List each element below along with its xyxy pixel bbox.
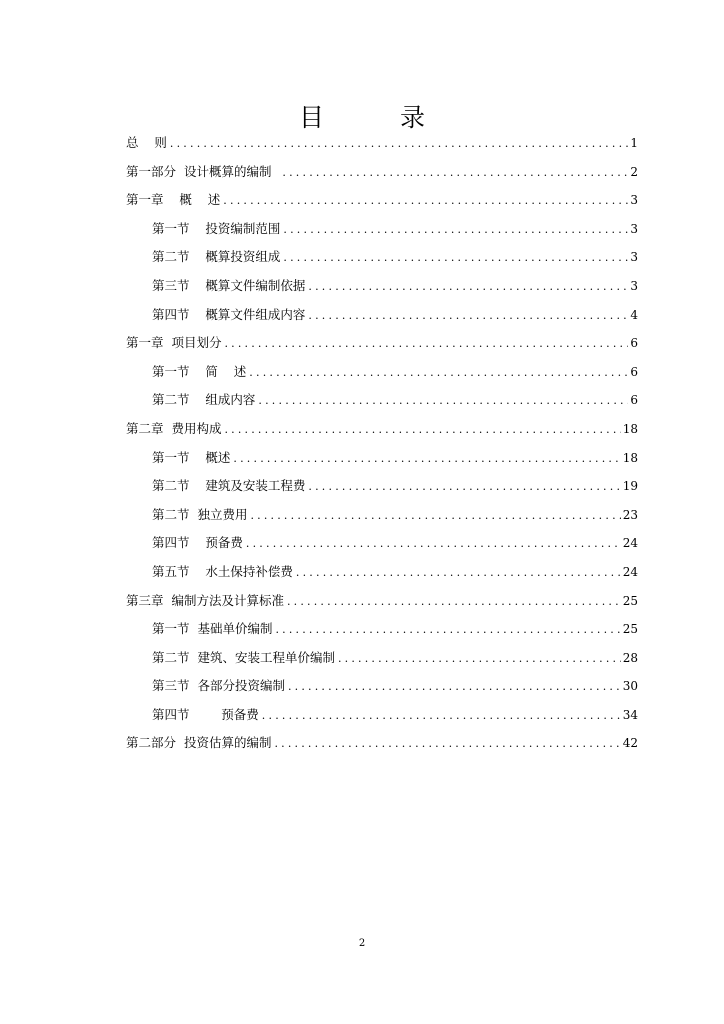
toc-entry-label: 第二章 费用构成 xyxy=(126,420,222,436)
table-of-contents xyxy=(126,129,638,758)
toc-entry[interactable] xyxy=(126,415,638,444)
toc-entry-label: 第二部分 投资估算的编制 xyxy=(126,735,272,751)
toc-entry[interactable] xyxy=(126,215,638,244)
page-number: 2 xyxy=(358,938,366,949)
toc-entry-label: 第二节 组成内容 xyxy=(152,392,256,408)
toc-entry[interactable] xyxy=(126,444,638,473)
toc-entry[interactable] xyxy=(126,329,638,358)
toc-entry[interactable] xyxy=(126,672,638,701)
toc-entry-label: 第三节 概算文件编制依据 xyxy=(152,277,306,293)
toc-entry-label: 第三章 编制方法及计算标准 xyxy=(126,592,284,608)
toc-entry-label: 总 则 xyxy=(126,135,167,150)
toc-dot-leader xyxy=(308,302,628,331)
toc-dot-leader xyxy=(288,673,621,702)
toc-entry-page: 4 xyxy=(630,307,638,322)
toc-dot-leader xyxy=(283,216,628,245)
toc-entry[interactable] xyxy=(126,529,638,558)
toc-entry-page: 18 xyxy=(622,450,638,465)
toc-entry-page: 34 xyxy=(622,707,638,722)
toc-entry-label: 第二节 概算投资组成 xyxy=(152,249,281,265)
toc-entry-page: 28 xyxy=(622,650,638,665)
toc-dot-leader xyxy=(308,273,628,302)
toc-dot-leader xyxy=(287,588,621,617)
toc-entry-page: 18 xyxy=(622,421,638,436)
toc-entry-label: 第一节 投资编制范围 xyxy=(152,220,281,236)
toc-entry-page: 24 xyxy=(622,536,638,551)
toc-entry-page: 24 xyxy=(622,564,638,579)
toc-dot-leader xyxy=(283,244,628,273)
toc-dot-leader xyxy=(308,473,620,502)
toc-entry-page: 6 xyxy=(630,364,638,379)
toc-dot-leader xyxy=(275,616,620,645)
toc-entry-page: 6 xyxy=(630,336,638,351)
toc-dot-leader xyxy=(233,445,620,474)
toc-entry[interactable] xyxy=(126,701,638,730)
toc-entry[interactable] xyxy=(126,644,638,673)
toc-entry-page: 3 xyxy=(630,193,638,208)
toc-entry[interactable] xyxy=(126,129,638,158)
toc-entry-label: 第四节 概算文件组成内容 xyxy=(152,306,306,322)
toc-dot-leader xyxy=(249,359,628,388)
toc-entry-page: 42 xyxy=(622,736,638,751)
toc-entry-page: 25 xyxy=(622,622,638,637)
toc-entry[interactable] xyxy=(126,472,638,501)
toc-entry-label: 第一章 项目划分 xyxy=(126,335,222,351)
toc-dot-leader xyxy=(262,702,621,731)
toc-entry-page: 30 xyxy=(622,679,638,694)
toc-entry-page: 3 xyxy=(630,221,638,236)
toc-entry[interactable] xyxy=(126,301,638,330)
toc-entry-label: 第一节 简 述 xyxy=(152,363,247,379)
toc-entry-label: 第一节 概述 xyxy=(152,449,231,465)
toc-entry[interactable] xyxy=(126,358,638,387)
toc-dot-leader xyxy=(250,502,620,531)
toc-dot-leader xyxy=(224,330,628,359)
toc-dot-leader xyxy=(282,159,628,188)
toc-entry-label: 第二节 建筑、安装工程单价编制 xyxy=(152,649,335,665)
toc-dot-leader xyxy=(223,187,628,216)
toc-dot-leader xyxy=(246,530,621,559)
toc-entry-label: 第四节 预备费 xyxy=(152,535,243,551)
toc-entry[interactable] xyxy=(126,243,638,272)
toc-entry[interactable] xyxy=(126,587,638,616)
toc-dot-leader xyxy=(296,559,621,588)
toc-dot-leader xyxy=(338,645,621,674)
toc-entry-label: 第二节 建筑及安装工程费 xyxy=(152,478,306,494)
toc-entry-label: 第一部分 设计概算的编制 xyxy=(126,163,280,179)
toc-entry[interactable] xyxy=(126,272,638,301)
toc-entry-label: 第四节 预备费 xyxy=(152,706,259,722)
toc-entry[interactable] xyxy=(126,501,638,530)
toc-entry-label: 第一节 基础单价编制 xyxy=(152,621,273,637)
toc-entry-page: 6 xyxy=(630,393,638,408)
toc-entry[interactable] xyxy=(126,558,638,587)
toc-dot-leader xyxy=(258,387,628,416)
toc-entry-page: 1 xyxy=(630,136,638,150)
toc-entry-label: 第一章 概 述 xyxy=(126,192,221,208)
toc-entry[interactable] xyxy=(126,615,638,644)
toc-entry-label: 第二节 独立费用 xyxy=(152,506,248,522)
toc-entry-page: 3 xyxy=(630,250,638,265)
toc-entry[interactable] xyxy=(126,386,638,415)
toc-entry-page: 3 xyxy=(630,278,638,293)
toc-entry-label: 第三节 各部分投资编制 xyxy=(152,678,285,694)
toc-entry-label: 第五节 水土保持补偿费 xyxy=(152,563,293,579)
toc-entry[interactable] xyxy=(126,186,638,215)
toc-entry[interactable] xyxy=(126,158,638,187)
toc-entry-page: 25 xyxy=(622,593,638,608)
toc-entry-page: 2 xyxy=(630,164,638,179)
toc-entry-page: 19 xyxy=(622,479,638,494)
toc-dot-leader xyxy=(224,416,620,445)
toc-entry-page: 23 xyxy=(622,507,638,522)
toc-dot-leader xyxy=(170,130,628,159)
toc-title: 目 录 xyxy=(299,103,459,132)
toc-dot-leader xyxy=(274,730,620,759)
toc-entry[interactable] xyxy=(126,729,638,758)
